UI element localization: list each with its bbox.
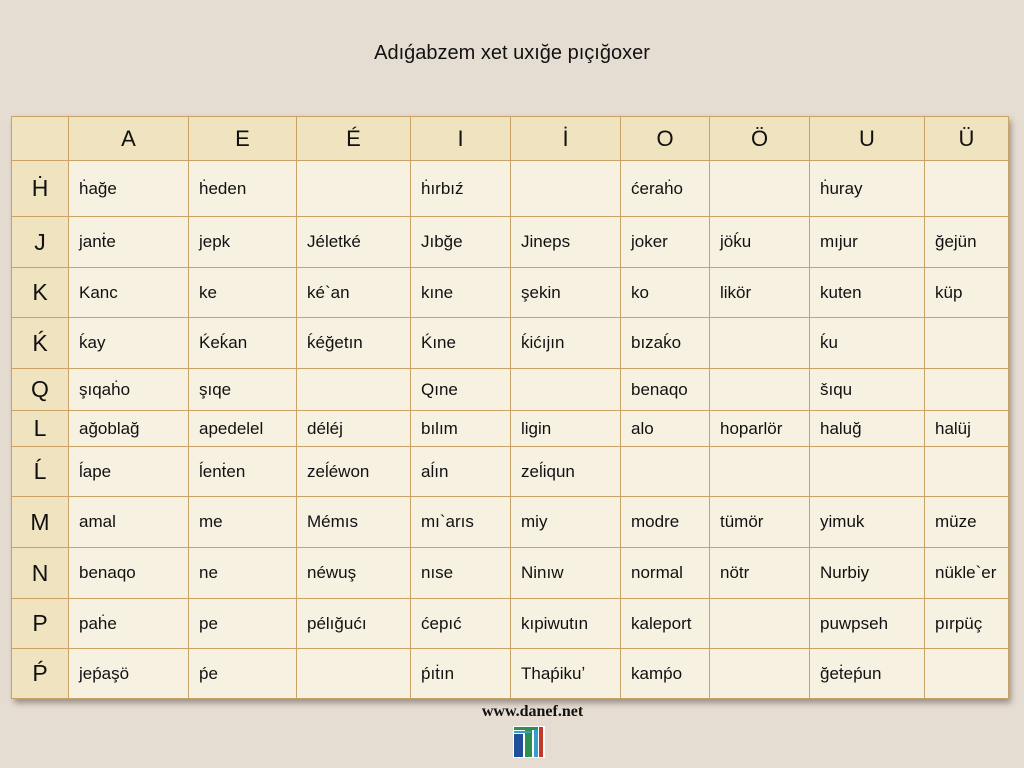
table-cell: šıqu bbox=[810, 369, 925, 411]
table-cell: kuten bbox=[810, 268, 925, 318]
table-cell bbox=[710, 599, 810, 649]
table-cell: kamṕo bbox=[621, 649, 710, 699]
table-cell: şıqaḣo bbox=[69, 369, 189, 411]
table-cell bbox=[621, 447, 710, 497]
row-header: Q bbox=[12, 369, 69, 411]
alphabet-table-wrapper bbox=[11, 116, 1008, 699]
table-cell: ḱu bbox=[810, 318, 925, 369]
table-cell: alo bbox=[621, 411, 710, 447]
table-row bbox=[12, 411, 1009, 447]
table-cell: şekin bbox=[511, 268, 621, 318]
column-header: Ö bbox=[710, 117, 810, 161]
table-row bbox=[12, 599, 1009, 649]
row-header: Ḱ bbox=[12, 318, 69, 369]
table-cell: ko bbox=[621, 268, 710, 318]
table-cell: nötr bbox=[710, 548, 810, 599]
table-cell: ğejün bbox=[925, 217, 1009, 268]
table-cell: ḣağe bbox=[69, 161, 189, 217]
table-row bbox=[12, 369, 1009, 411]
table-cell: Jıbğe bbox=[411, 217, 511, 268]
table-cell: ĺenṫen bbox=[189, 447, 297, 497]
table-cell: halüj bbox=[925, 411, 1009, 447]
table-cell: Jineps bbox=[511, 217, 621, 268]
footer-url[interactable]: www.danef.net bbox=[481, 703, 584, 720]
table-cell: Jéletké bbox=[297, 217, 411, 268]
table-cell: me bbox=[189, 497, 297, 548]
page-title: Adıǵabzem xet uxığe pıçığoxer bbox=[374, 42, 650, 64]
row-header: Ĺ bbox=[12, 447, 69, 497]
table-cell: déléj bbox=[297, 411, 411, 447]
table-cell: hoparlör bbox=[710, 411, 810, 447]
column-header: Ü bbox=[925, 117, 1009, 161]
table-cell: nıse bbox=[411, 548, 511, 599]
table-cell: ḣuray bbox=[810, 161, 925, 217]
table-cell: nükle`er bbox=[925, 548, 1009, 599]
table-cell: likör bbox=[710, 268, 810, 318]
column-header: É bbox=[297, 117, 411, 161]
table-row bbox=[12, 649, 1009, 699]
table-cell bbox=[297, 369, 411, 411]
row-header: M bbox=[12, 497, 69, 548]
table-cell: kıne bbox=[411, 268, 511, 318]
row-header: P bbox=[12, 599, 69, 649]
table-cell: ḣeden bbox=[189, 161, 297, 217]
table-cell bbox=[710, 369, 810, 411]
table-row bbox=[12, 318, 1009, 369]
table-cell: ḱićıjın bbox=[511, 318, 621, 369]
table-cell: Ḱıne bbox=[411, 318, 511, 369]
table-cell bbox=[511, 369, 621, 411]
table-cell: ĺape bbox=[69, 447, 189, 497]
row-header: K bbox=[12, 268, 69, 318]
table-cell: zeĺiqun bbox=[511, 447, 621, 497]
table-cell: yimuk bbox=[810, 497, 925, 548]
table-cell: modre bbox=[621, 497, 710, 548]
table-cell: ne bbox=[189, 548, 297, 599]
table-cell: jöḱu bbox=[710, 217, 810, 268]
table-cell bbox=[710, 161, 810, 217]
table-cell: ṕe bbox=[189, 649, 297, 699]
table-row bbox=[12, 548, 1009, 599]
table-cell bbox=[710, 318, 810, 369]
table-cell: Thaṕikuʼ bbox=[511, 649, 621, 699]
table-row bbox=[12, 161, 1009, 217]
row-header: Ḣ bbox=[12, 161, 69, 217]
table-cell bbox=[710, 447, 810, 497]
table-cell: kıpiwutın bbox=[511, 599, 621, 649]
table-cell: küp bbox=[925, 268, 1009, 318]
table-row bbox=[12, 217, 1009, 268]
header-row bbox=[12, 117, 1009, 161]
table-body bbox=[12, 161, 1009, 699]
table-cell: pe bbox=[189, 599, 297, 649]
table-cell: ğeṫeṕun bbox=[810, 649, 925, 699]
column-header: I bbox=[411, 117, 511, 161]
table-cell: janṫe bbox=[69, 217, 189, 268]
table-cell: Kanc bbox=[69, 268, 189, 318]
table-cell bbox=[925, 649, 1009, 699]
row-header: N bbox=[12, 548, 69, 599]
table-cell: apedelel bbox=[189, 411, 297, 447]
corner-cell bbox=[12, 117, 69, 161]
table-cell: amal bbox=[69, 497, 189, 548]
table-cell: haluğ bbox=[810, 411, 925, 447]
table-cell: ḣırbıź bbox=[411, 161, 511, 217]
table-cell: ćeraḣo bbox=[621, 161, 710, 217]
column-header: O bbox=[621, 117, 710, 161]
table-cell: mı`arıs bbox=[411, 497, 511, 548]
table-row bbox=[12, 447, 1009, 497]
table-cell: puwpseh bbox=[810, 599, 925, 649]
table-cell: joker bbox=[621, 217, 710, 268]
table-cell: ḱay bbox=[69, 318, 189, 369]
row-header: L bbox=[12, 411, 69, 447]
table-cell: Mémıs bbox=[297, 497, 411, 548]
table-cell: néwuş bbox=[297, 548, 411, 599]
table-cell: mıjur bbox=[810, 217, 925, 268]
table-cell: şıqe bbox=[189, 369, 297, 411]
table-cell: ké`an bbox=[297, 268, 411, 318]
table-row bbox=[12, 268, 1009, 318]
table-cell: ağoblağ bbox=[69, 411, 189, 447]
table-cell: zeĺéwon bbox=[297, 447, 411, 497]
table-cell: bılım bbox=[411, 411, 511, 447]
table-cell: benaqo bbox=[69, 548, 189, 599]
table-cell: miy bbox=[511, 497, 621, 548]
table-cell: paḣe bbox=[69, 599, 189, 649]
table-cell: pırpüç bbox=[925, 599, 1009, 649]
table-cell: ligin bbox=[511, 411, 621, 447]
table-cell bbox=[925, 369, 1009, 411]
table-cell: Ninıw bbox=[511, 548, 621, 599]
table-cell: Qıne bbox=[411, 369, 511, 411]
table-cell bbox=[511, 161, 621, 217]
table-cell: Ḱeḱan bbox=[189, 318, 297, 369]
table-cell: tümör bbox=[710, 497, 810, 548]
table-cell: pélığućı bbox=[297, 599, 411, 649]
table-cell bbox=[810, 447, 925, 497]
table-cell: normal bbox=[621, 548, 710, 599]
table-cell bbox=[925, 161, 1009, 217]
table-cell bbox=[710, 649, 810, 699]
table-cell: bızaḱo bbox=[621, 318, 710, 369]
table-cell: jeṕaşö bbox=[69, 649, 189, 699]
table-cell: ṕıṫın bbox=[411, 649, 511, 699]
column-header: E bbox=[189, 117, 297, 161]
table-row bbox=[12, 497, 1009, 548]
table-cell: benaqo bbox=[621, 369, 710, 411]
alphabet-table bbox=[11, 116, 1009, 699]
table-cell: Nurbiy bbox=[810, 548, 925, 599]
column-header: U bbox=[810, 117, 925, 161]
table-cell bbox=[297, 161, 411, 217]
danef-logo-icon bbox=[513, 726, 545, 758]
table-cell bbox=[925, 318, 1009, 369]
table-cell: jepk bbox=[189, 217, 297, 268]
table-cell bbox=[925, 447, 1009, 497]
table-cell: ćepıć bbox=[411, 599, 511, 649]
column-header: İ bbox=[511, 117, 621, 161]
table-cell: kaleport bbox=[621, 599, 710, 649]
row-header: J bbox=[12, 217, 69, 268]
column-header: A bbox=[69, 117, 189, 161]
row-header: Ṕ bbox=[12, 649, 69, 699]
table-cell: ke bbox=[189, 268, 297, 318]
table-cell bbox=[297, 649, 411, 699]
table-cell: aĺın bbox=[411, 447, 511, 497]
table-cell: ḱéğetın bbox=[297, 318, 411, 369]
table-cell: müze bbox=[925, 497, 1009, 548]
